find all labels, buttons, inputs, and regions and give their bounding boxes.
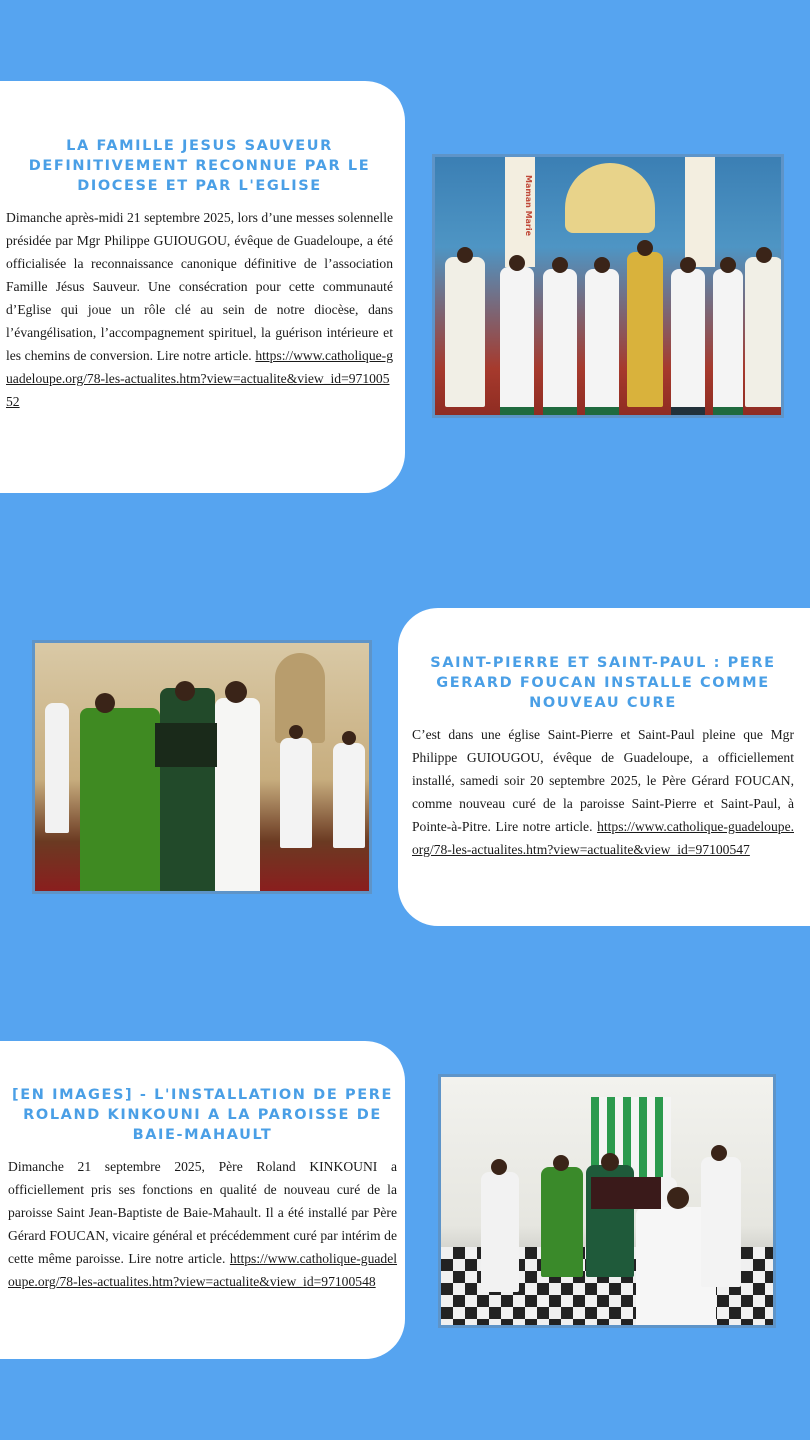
article-card-3 bbox=[0, 1041, 405, 1359]
article-title-2: SAINT-PIERRE ET SAINT-PAUL : PERE GERARD FOUCAN INSTALLE COMME NOUVEAU CURE bbox=[430, 655, 776, 711]
article-photo-2 bbox=[32, 640, 372, 894]
article-link-2[interactable]: https://www.catholique-guadeloupe.org/78-les-actualites.htm?view=actualite&view_id=97100547 bbox=[412, 819, 794, 857]
article-text-2: C’est dans une église Saint-Pierre et Saint-Paul pleine que Mgr Philippe GUIOUGOU, évêque de Guadeloupe, a officiellement installé, samedi soir 20 septembre 2025, le Père Gérard FOUCAN, comme nouveau curé de la paroisse Saint-Pierre et Saint-Paul, à Pointe-à-Pitre. Lire notre article. bbox=[412, 727, 794, 834]
altar-shrine bbox=[565, 163, 655, 233]
article-body-3 bbox=[8, 1155, 397, 1293]
article-link-1[interactable]: https://www.catholique-guadeloupe.org/78-les-actualites.htm?view=actualite&view_id=97100552 bbox=[6, 348, 393, 409]
banner-right bbox=[685, 157, 715, 267]
banner-text: Maman Marie bbox=[524, 175, 533, 237]
book bbox=[591, 1177, 661, 1209]
book bbox=[155, 723, 217, 767]
article-body-1 bbox=[6, 206, 393, 413]
article-photo-1 bbox=[432, 154, 784, 418]
article-text-3: Dimanche 21 septembre 2025, Père Roland KINKOUNI a officiellement pris ses fonctions en qualité de nouveau curé de la paroisse Saint Jean-Baptiste de Baie-Mahault. Il a été installé par Père Gérard FOUCAN, vicaire général et précédemment curé par intérim de cette même paroisse. Lire notre article. bbox=[8, 1159, 397, 1266]
article-title-3: [EN IMAGES] - L'INSTALLATION DE PERE ROLAND KINKOUNI A LA PAROISSE DE BAIE-MAHAULT bbox=[12, 1087, 393, 1143]
article-card-2 bbox=[398, 608, 810, 926]
article-card-1 bbox=[0, 81, 405, 493]
article-title-1: LA FAMILLE JESUS SAUVEUR DEFINITIVEMENT RECONNUE PAR LE DIOCESE ET PAR L'EGLISE bbox=[28, 138, 371, 194]
article-text-1: Dimanche après-midi 21 septembre 2025, lors d’une messes solennelle présidée par Mgr Philippe GUIOUGOU, évêque de Guadeloupe, a été officialisée la reconnaissance canonique définitive de l’association Famille Jésus Sauveur. Une consécration pour cette communauté d’Eglise qui joue un rôle clé au sein de notre diocèse, dans l’évangélisation, l’accompagnement spirituel, la guérison intérieure et les chemins de conversion. Lire notre article. bbox=[6, 210, 393, 363]
article-photo-3 bbox=[438, 1074, 776, 1328]
article-link-3[interactable]: https://www.catholique-guadeloupe.org/78-les-actualites.htm?view=actualite&view_id=97100548 bbox=[8, 1251, 398, 1289]
article-body-2 bbox=[412, 723, 794, 861]
